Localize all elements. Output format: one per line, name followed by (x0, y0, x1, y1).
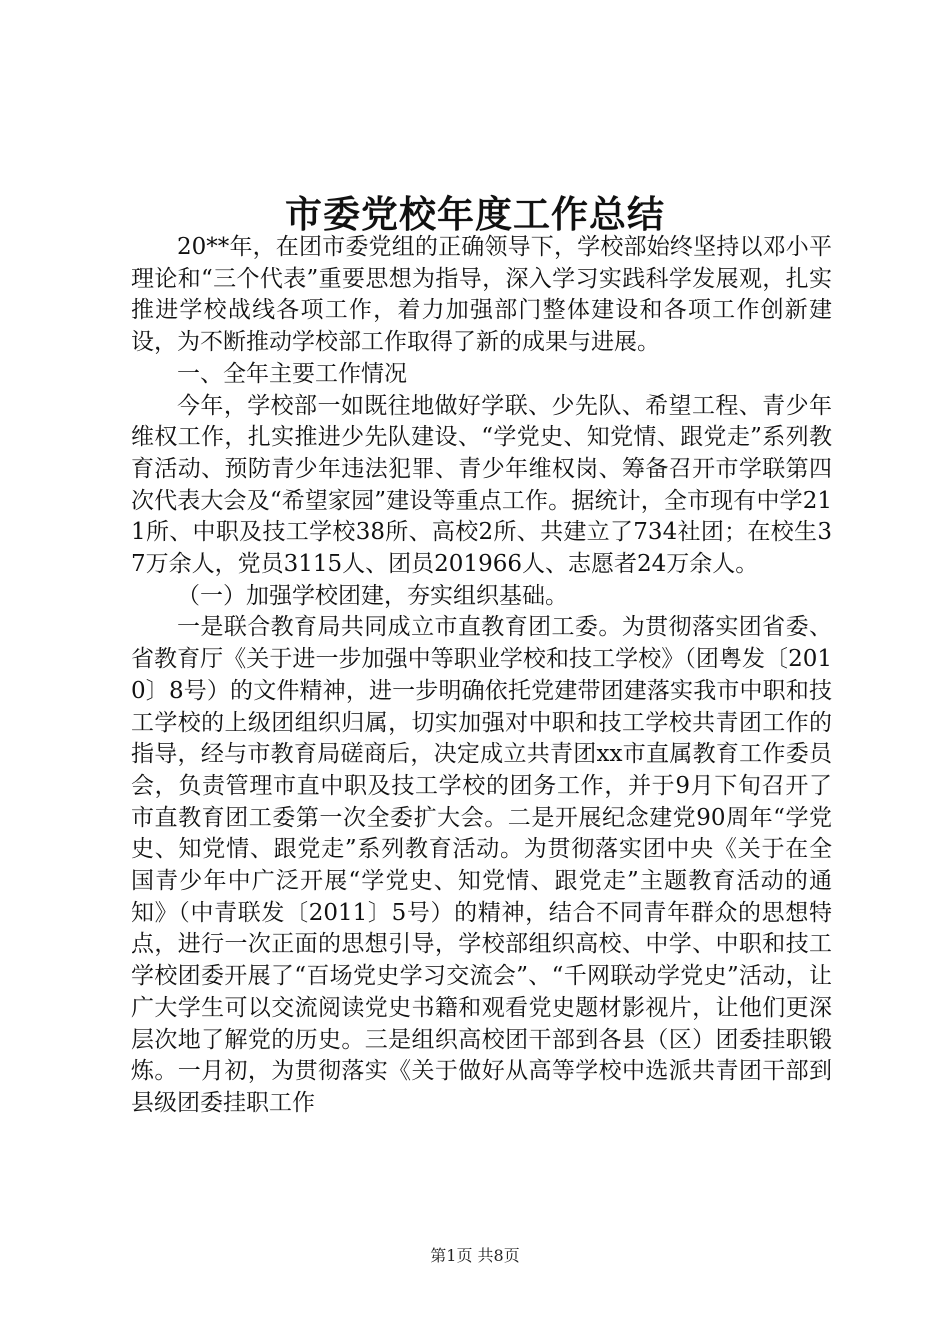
subsection-heading: （一）加强学校团建，夯实组织基础。 (177, 582, 568, 609)
paragraph-overview: 今年，学校部一如既往地做好学联、少先队、希望工程、青少年维权工作，扎实推进少先队建设、“学党史、知党情、跟党走”系列教育活动、预防青少年违法犯罪、青少年维权岗、筹备召开市学联第四次代表大会及“希望家园”建设等重点工作。据统计，全市现有中学211所、中职及技工学校38所、高校2所、共建立了734社团；在校生37万余人，党员3115人、团员201966人、志愿者24万余人。 (131, 392, 832, 578)
document-body (131, 232, 832, 1120)
section-heading: 一、全年主要工作情况 (177, 360, 407, 387)
paragraph-details: 一是联合教育局共同成立市直教育团工委。为贯彻落实团省委、省教育厅《关于进一步加强中等职业学校和技工学校》（团粤发〔2010〕8号）的文件精神，进一步明确依托党建带团建落实我市中职和技工学校的上级团组织归属，切实加强对中职和技工学校共青团工作的指导，经与市教育局磋商后，决定成立共青团xx市直属教育工作委员会，负责管理市直中职及技工学校的团务工作，并于9月下旬召开了市直教育团工委第一次全委扩大会。二是开展纪念建党90周年“学党史、知党情、跟党走”系列教育活动。为贯彻落实团中央《关于在全国青少年中广泛开展“学党史、知党情、跟党走”主题教育活动的通知》（中青联发〔2011〕5号）的精神，结合不同青年群众的思想特点，进行一次正面的思想引导，学校部组织高校、中学、中职和技工学校团委开展了“百场党史学习交流会”、“千网联动学党史”活动，让广大学生可以交流阅读党史书籍和观看党史题材影视片，让他们更深层次地了解党的历史。三是组织高校团干部到各县（区）团委挂职锻炼。一月初，为贯彻落实《关于做好从高等学校中选派共青团干部到县级团委挂职工作 (131, 614, 832, 1116)
page-footer: 第1页 共8页 (430, 1246, 520, 1265)
document-title: 市委党校年度工作总结 (285, 192, 665, 236)
paragraph-intro: 20**年，在团市委党组的正确领导下，学校部始终坚持以邓小平理论和“三个代表”重要思想为指导，深入学习实践科学发展观，扎实推进学校战线各项工作，着力加强部门整体建设和各项工作创新建设，为不断推动学校部工作取得了新的成果与进展。 (131, 234, 832, 356)
